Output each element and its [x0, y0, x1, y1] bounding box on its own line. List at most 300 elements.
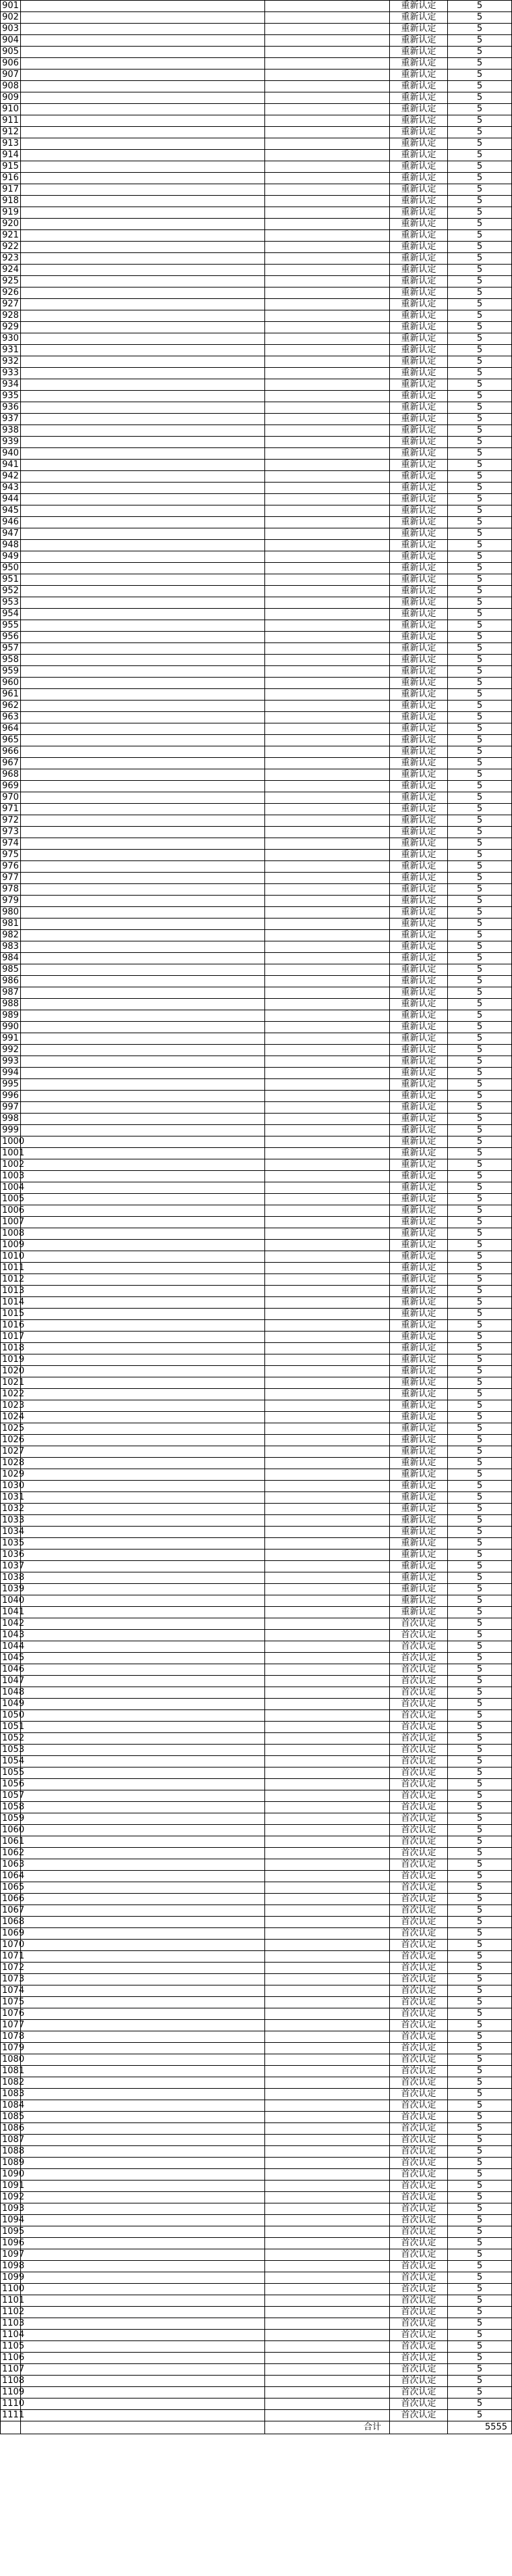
company-name: [21, 1354, 265, 1366]
credit-code: [265, 735, 390, 746]
credit-code: [265, 2158, 390, 2169]
company-name: [21, 586, 265, 597]
total-spacer: [21, 2421, 265, 2434]
credit-code: [265, 896, 390, 907]
company-name: [21, 2043, 265, 2054]
row-index: 947: [1, 528, 21, 540]
company-name: [21, 70, 265, 81]
table-row: [1, 2295, 512, 2307]
area-code: 5: [448, 1997, 512, 2008]
company-name: [21, 2341, 265, 2353]
area-code: 5: [448, 1366, 512, 1377]
table-row: [1, 1412, 512, 1423]
company-name: [21, 1389, 265, 1400]
credit-code: [265, 47, 390, 58]
company-name: [21, 1538, 265, 1550]
row-index: 903: [1, 24, 21, 35]
credit-code: [265, 769, 390, 781]
certification-type: 重新认定: [390, 1320, 448, 1332]
credit-code: [265, 287, 390, 299]
credit-code: [265, 2054, 390, 2066]
table-row: [1, 333, 512, 345]
row-index: 1097: [1, 2249, 21, 2261]
area-code: 5: [448, 1068, 512, 1079]
table-row: [1, 1263, 512, 1274]
total-label: 合计: [265, 2421, 390, 2434]
certification-type: 重新认定: [390, 448, 448, 460]
certification-type: 重新认定: [390, 1148, 448, 1159]
area-code: 5: [448, 827, 512, 838]
certification-type: 重新认定: [390, 1366, 448, 1377]
area-code: 5: [448, 448, 512, 460]
area-code: 5: [448, 1458, 512, 1469]
table-row: [1, 2089, 512, 2100]
row-index: 1041: [1, 1607, 21, 1618]
row-index: 971: [1, 804, 21, 815]
table-row: [1, 1710, 512, 1722]
area-code: 5: [448, 494, 512, 505]
credit-code: [265, 1664, 390, 1676]
certification-type: 首次认定: [390, 2410, 448, 2421]
area-code: 5: [448, 1114, 512, 1125]
area-code: 5: [448, 184, 512, 196]
company-name: [21, 276, 265, 287]
area-code: 5: [448, 483, 512, 494]
row-index: 984: [1, 953, 21, 964]
row-index: 901: [1, 1, 21, 12]
area-code: 5: [448, 1492, 512, 1504]
area-code: 5: [448, 368, 512, 379]
row-index: 1025: [1, 1423, 21, 1435]
area-code: 5: [448, 1159, 512, 1171]
certification-type: 重新认定: [390, 150, 448, 161]
credit-code: [265, 2238, 390, 2249]
company-name: [21, 563, 265, 574]
certification-type: 重新认定: [390, 24, 448, 35]
certification-type: 首次认定: [390, 2158, 448, 2169]
company-name: [21, 138, 265, 150]
area-code: 5: [448, 609, 512, 620]
company-name: [21, 2399, 265, 2410]
area-code: 5: [448, 207, 512, 219]
row-index: 1014: [1, 1297, 21, 1309]
certification-type: 重新认定: [390, 310, 448, 322]
credit-code: [265, 494, 390, 505]
table-row: [1, 2353, 512, 2364]
row-index: 990: [1, 1022, 21, 1033]
row-index: 919: [1, 207, 21, 219]
area-code: 5: [448, 414, 512, 425]
company-name: [21, 2135, 265, 2146]
credit-code: [265, 2123, 390, 2135]
certification-type: 首次认定: [390, 2364, 448, 2376]
row-index: 976: [1, 861, 21, 873]
credit-code: [265, 2089, 390, 2100]
company-name: [21, 1940, 265, 1951]
certification-type: 首次认定: [390, 1710, 448, 1722]
certification-type: 首次认定: [390, 2238, 448, 2249]
credit-code: [265, 1400, 390, 1412]
area-code: 5: [448, 1928, 512, 1940]
credit-code: [265, 1527, 390, 1538]
table-row: [1, 1836, 512, 1848]
table-row: [1, 184, 512, 196]
company-name: [21, 1481, 265, 1492]
row-index: 1021: [1, 1377, 21, 1389]
company-name: [21, 540, 265, 551]
table-row: [1, 1859, 512, 1871]
credit-code: [265, 402, 390, 414]
area-code: 5: [448, 1205, 512, 1217]
table-row: [1, 758, 512, 769]
table-body: [1, 1, 512, 2434]
table-row: [1, 1251, 512, 1263]
company-name: [21, 689, 265, 701]
credit-code: [265, 2031, 390, 2043]
row-index: 1064: [1, 1871, 21, 1882]
area-code: 5: [448, 1091, 512, 1102]
credit-code: [265, 1389, 390, 1400]
credit-code: [265, 1561, 390, 1572]
credit-code: [265, 1458, 390, 1469]
row-index: 954: [1, 609, 21, 620]
area-code: 5: [448, 2330, 512, 2341]
table-row: [1, 2261, 512, 2272]
area-code: 5: [448, 2376, 512, 2387]
row-index: 1094: [1, 2215, 21, 2226]
company-name: [21, 2295, 265, 2307]
company-name: [21, 1928, 265, 1940]
table-row: [1, 2387, 512, 2399]
row-index: 925: [1, 276, 21, 287]
area-code: 5: [448, 1710, 512, 1722]
credit-code: [265, 597, 390, 609]
table-row: [1, 2008, 512, 2020]
row-index: 1065: [1, 1882, 21, 1894]
row-index: 1009: [1, 1240, 21, 1251]
table-row: [1, 1584, 512, 1595]
company-name: [21, 1159, 265, 1171]
company-name: [21, 620, 265, 632]
certification-type: 首次认定: [390, 1676, 448, 1687]
area-code: 5: [448, 2249, 512, 2261]
row-index: 905: [1, 47, 21, 58]
row-index: 906: [1, 58, 21, 70]
company-name: [21, 655, 265, 666]
company-name: [21, 1687, 265, 1699]
area-code: 5: [448, 1251, 512, 1263]
row-index: 1050: [1, 1710, 21, 1722]
row-index: 1043: [1, 1630, 21, 1641]
credit-code: [265, 1125, 390, 1136]
area-code: 5: [448, 1905, 512, 1917]
certification-type: 重新认定: [390, 1469, 448, 1481]
credit-code: [265, 356, 390, 368]
table-row: [1, 1091, 512, 1102]
certification-type: 首次认定: [390, 1997, 448, 2008]
company-name: [21, 2192, 265, 2203]
area-code: 5: [448, 1767, 512, 1779]
credit-code: [265, 1022, 390, 1033]
row-index: 940: [1, 448, 21, 460]
row-index: 1012: [1, 1274, 21, 1286]
credit-code: [265, 2284, 390, 2295]
certification-type: 重新认定: [390, 884, 448, 896]
credit-code: [265, 1423, 390, 1435]
certification-type: 重新认定: [390, 609, 448, 620]
table-row: [1, 735, 512, 746]
credit-code: [265, 2341, 390, 2353]
company-name: [21, 976, 265, 987]
certification-type: 重新认定: [390, 1572, 448, 1584]
area-code: 5: [448, 1136, 512, 1148]
area-code: 5: [448, 804, 512, 815]
certification-type: 重新认定: [390, 1297, 448, 1309]
company-name: [21, 150, 265, 161]
table-row: [1, 2238, 512, 2249]
table-row: [1, 1309, 512, 1320]
credit-code: [265, 2318, 390, 2330]
company-name: [21, 161, 265, 173]
certification-type: 重新认定: [390, 70, 448, 81]
credit-code: [265, 1722, 390, 1733]
certification-type: 首次认定: [390, 1722, 448, 1733]
certification-type: 首次认定: [390, 1917, 448, 1928]
credit-code: [265, 391, 390, 402]
certification-type: 重新认定: [390, 414, 448, 425]
credit-code: [265, 1963, 390, 1974]
table-row: [1, 1286, 512, 1297]
certification-type: 重新认定: [390, 1251, 448, 1263]
company-name: [21, 1561, 265, 1572]
certification-type: 首次认定: [390, 2261, 448, 2272]
row-index: 1018: [1, 1343, 21, 1354]
company-name: [21, 2181, 265, 2192]
company-name: [21, 815, 265, 827]
company-name: [21, 1905, 265, 1917]
row-index: 1088: [1, 2146, 21, 2158]
table-row: [1, 2318, 512, 2330]
row-index: 944: [1, 494, 21, 505]
credit-code: [265, 333, 390, 345]
area-code: 5: [448, 2399, 512, 2410]
area-code: 5: [448, 47, 512, 58]
area-code: 5: [448, 850, 512, 861]
company-name: [21, 609, 265, 620]
credit-code: [265, 1538, 390, 1550]
company-name: [21, 1297, 265, 1309]
area-code: 5: [448, 1733, 512, 1745]
certification-type: 重新认定: [390, 574, 448, 586]
certification-type: 重新认定: [390, 196, 448, 207]
credit-code: [265, 976, 390, 987]
table-row: [1, 1171, 512, 1182]
certification-type: 重新认定: [390, 1400, 448, 1412]
certification-type: 首次认定: [390, 1699, 448, 1710]
area-code: 5: [448, 1263, 512, 1274]
credit-code: [265, 1286, 390, 1297]
area-code: 5: [448, 1045, 512, 1056]
area-code: 5: [448, 1756, 512, 1767]
area-code: 5: [448, 2238, 512, 2249]
certification-type: 首次认定: [390, 2169, 448, 2181]
area-code: 5: [448, 1630, 512, 1641]
area-code: 5: [448, 1550, 512, 1561]
credit-code: [265, 1274, 390, 1286]
company-name: [21, 528, 265, 540]
row-index: 1077: [1, 2020, 21, 2031]
area-code: 5: [448, 1320, 512, 1332]
certification-type: 重新认定: [390, 104, 448, 115]
credit-code: [265, 276, 390, 287]
company-name: [21, 551, 265, 563]
table-row: [1, 494, 512, 505]
company-name: [21, 2158, 265, 2169]
area-code: 5: [448, 861, 512, 873]
company-name: [21, 24, 265, 35]
area-code: 5: [448, 2192, 512, 2203]
row-index: 1101: [1, 2295, 21, 2307]
row-index: 989: [1, 1010, 21, 1022]
certification-type: 重新认定: [390, 1492, 448, 1504]
credit-code: [265, 2135, 390, 2146]
table-row: [1, 930, 512, 941]
company-name: [21, 1664, 265, 1676]
area-code: 5: [448, 701, 512, 712]
row-index: 1081: [1, 2066, 21, 2077]
table-row: [1, 712, 512, 723]
company-name: [21, 792, 265, 804]
area-code: 5: [448, 391, 512, 402]
credit-code: [265, 1136, 390, 1148]
area-code: 5: [448, 1400, 512, 1412]
certification-type: 重新认定: [390, 1435, 448, 1446]
company-name: [21, 1572, 265, 1584]
table-row: [1, 287, 512, 299]
area-code: 5: [448, 1538, 512, 1550]
company-name: [21, 2226, 265, 2238]
credit-code: [265, 1779, 390, 1790]
table-row: [1, 1745, 512, 1756]
certification-type: 首次认定: [390, 2192, 448, 2203]
certification-type: 首次认定: [390, 1802, 448, 1813]
company-name: [21, 414, 265, 425]
row-index: 1090: [1, 2169, 21, 2181]
company-name: [21, 437, 265, 448]
certification-type: 重新认定: [390, 540, 448, 551]
certification-type: 首次认定: [390, 2284, 448, 2295]
table-row: [1, 1400, 512, 1412]
certification-type: 重新认定: [390, 873, 448, 884]
certification-type: 重新认定: [390, 792, 448, 804]
table-row: [1, 987, 512, 999]
table-row: [1, 2181, 512, 2192]
row-index: 942: [1, 471, 21, 483]
certification-type: 重新认定: [390, 861, 448, 873]
certification-type: 重新认定: [390, 494, 448, 505]
certification-type: 首次认定: [390, 2387, 448, 2399]
certification-type: 重新认定: [390, 1446, 448, 1458]
certification-type: 重新认定: [390, 632, 448, 643]
area-code: 5: [448, 689, 512, 701]
table-row: [1, 196, 512, 207]
credit-code: [265, 1607, 390, 1618]
company-name: [21, 517, 265, 528]
table-row: [1, 919, 512, 930]
table-row: [1, 505, 512, 517]
credit-code: [265, 1848, 390, 1859]
credit-code: [265, 2307, 390, 2318]
area-code: 5: [448, 655, 512, 666]
area-code: 5: [448, 471, 512, 483]
table-row: [1, 1182, 512, 1194]
company-name: [21, 1343, 265, 1354]
company-name: [21, 1022, 265, 1033]
company-name: [21, 2387, 265, 2399]
area-code: 5: [448, 2158, 512, 2169]
row-index: 1002: [1, 1159, 21, 1171]
area-code: 5: [448, 1951, 512, 1963]
row-index: 1056: [1, 1779, 21, 1790]
row-index: 1071: [1, 1951, 21, 1963]
certification-type: 重新认定: [390, 1343, 448, 1354]
row-index: 1060: [1, 1825, 21, 1836]
credit-code: [265, 35, 390, 47]
table-row: [1, 437, 512, 448]
credit-code: [265, 827, 390, 838]
certification-type: 重新认定: [390, 505, 448, 517]
company-name: [21, 92, 265, 104]
certification-type: 首次认定: [390, 1928, 448, 1940]
row-index: 974: [1, 838, 21, 850]
credit-code: [265, 425, 390, 437]
table-row: [1, 2100, 512, 2112]
table-row: [1, 1033, 512, 1045]
credit-code: [265, 483, 390, 494]
credit-code: [265, 1343, 390, 1354]
row-index: 1063: [1, 1859, 21, 1871]
table-row: [1, 2066, 512, 2077]
company-name: [21, 2203, 265, 2215]
table-row: [1, 1641, 512, 1653]
credit-code: [265, 1699, 390, 1710]
area-code: 5: [448, 2272, 512, 2284]
company-name: [21, 804, 265, 815]
table-row: [1, 1894, 512, 1905]
area-code: 5: [448, 1687, 512, 1699]
credit-code: [265, 322, 390, 333]
credit-code: [265, 1148, 390, 1159]
table-row: [1, 448, 512, 460]
certification-type: 重新认定: [390, 127, 448, 138]
area-code: 5: [448, 1504, 512, 1515]
certification-type: 重新认定: [390, 1412, 448, 1423]
row-index: 1017: [1, 1332, 21, 1343]
row-index: 998: [1, 1114, 21, 1125]
certification-type: 首次认定: [390, 2043, 448, 2054]
table-row: [1, 769, 512, 781]
area-code: 5: [448, 540, 512, 551]
company-name: [21, 1595, 265, 1607]
company-name: [21, 1194, 265, 1205]
credit-code: [265, 701, 390, 712]
certification-type: 首次认定: [390, 2181, 448, 2192]
area-code: 5: [448, 586, 512, 597]
row-index: 997: [1, 1102, 21, 1114]
company-name: [21, 1653, 265, 1664]
area-code: 5: [448, 1859, 512, 1871]
area-code: 5: [448, 769, 512, 781]
